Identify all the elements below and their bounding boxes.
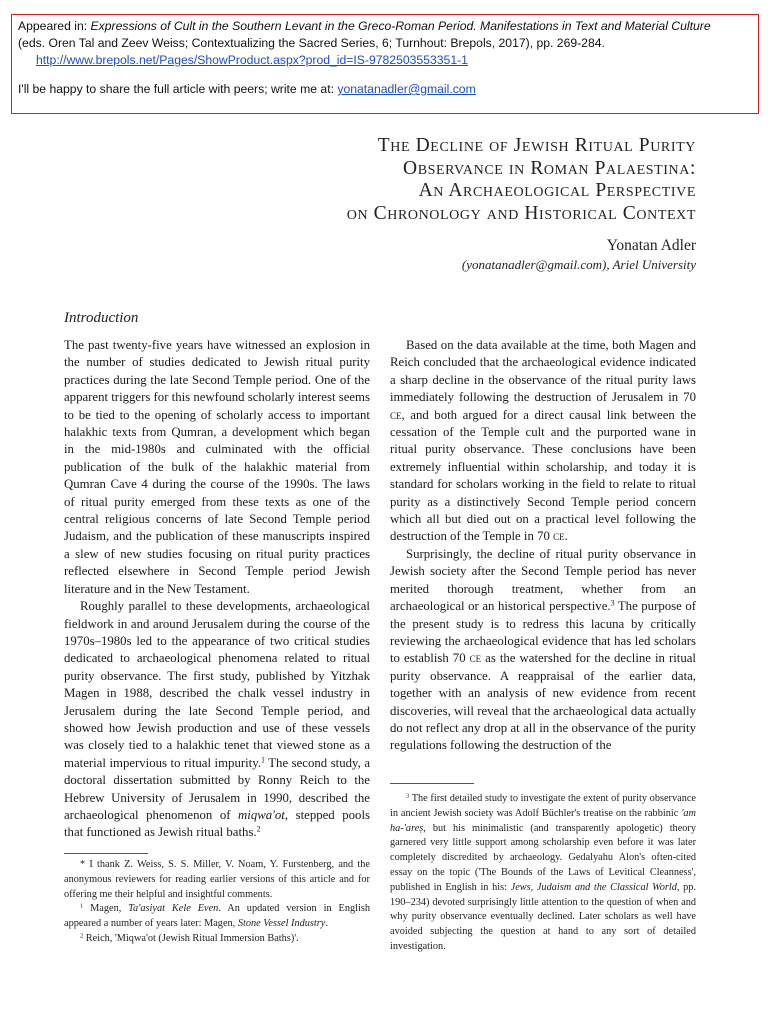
footnote-divider [64, 853, 148, 854]
body-column-left [64, 337, 370, 842]
footnote-ref: 2 [256, 825, 261, 835]
footnote-1: $^1$ Magen, Ta'asiyat Kele Even. An updated version in English appeared a number of years later: Magen, Stone Vessel Industry. [64, 902, 371, 930]
footnote-ref: 3 [610, 598, 615, 608]
citation-notice-box [11, 14, 759, 114]
author-affiliation: (yonatanadler@gmail.com), Ariel University [461, 257, 696, 272]
paragraph: Roughly parallel to these developments, archaeological fieldwork in and around Jerusalem during the course of the 1970s–1980s led to the appearance of two critical studies dedicated to archaeological phenomena related to ritual purity observance. The first study, published by Yitzhak Magen in 1988, described the chalk vessel industry in Jerusalem during the late Second Temple period, and showed how Jewish production and use of these vessels was closely tied to a halakhic tenet that viewed stone as a material impervious to ritual impurity.$^1$ The second study, a doctoral dissertation submitted by Ronny Reich to the Hebrew University of Jerusalem in 1990, described the archaeological phenomenon of miqwa'ot, stepped pools that functioned as Jewish ritual baths.$^2$ [64, 599, 371, 840]
footnote-ref: 1 [260, 755, 265, 765]
paragraph: Surprisingly, the decline of ritual purity observance in Jewish society after the Second Temple period has never merited thorough treatment, whether from an archaeological or an historical perspective.$^3$ The purpose of the present study is to redress this lacuna by critically reviewing the archaeological evidence that has led scholars to establish 70 ce as the watershed for the decline in ritual purity observance. A reappraisal of the earlier data, together with an analysis of new evidence from recent discoveries, will reveal that the archaeological data actually do not reflect any drop at all in the observance of the purity regulations following the destruction of the [390, 546, 696, 753]
footnotes-left [64, 858, 370, 947]
footnotes-right [390, 792, 696, 955]
paragraph: The past twenty-five years have witnessed an explosion in the number of studies dedicated to Jewish ritual purity practices during the late Second Temple period. One of the apparent triggers for this newfound scholarly interest seems to be tied to the opening of scholarly access to important halakhic texts from Qumran, a development which began in the mid-1980s and culminated with the official publication of the bulk of the halakhic material from Qumran Cave 4 during the course of the 1990s. The laws of ritual purity emerged from these texts as one of the central religious concerns of late Second Temple period Judaism, and the publication of these manuscripts inspired a slew of new studies focusing on ritual purity practices reflected elsewhere in Second Temple period Jewish literature and in the New Testament. [64, 338, 370, 596]
share-line: I'll be happy to share the full article with peers; write me at: yonatanadler@gmail.com [18, 82, 476, 96]
footnote-star: * I thank Z. Weiss, S. S. Miller, V. Noam, Y. Furstenberg, and the anonymous reviewers for reading earlier versions of this article and for offering me their helpful and insightful comments. [64, 859, 370, 900]
publication-details: (eds. Oren Tal and Zeev Weiss; Contextualizing the Sacred Series, 6; Turnhout: Brepols, 2017), pp. 269-284. [18, 36, 605, 50]
citation-line: Appeared in: Expressions of Cult in the Southern Levant in the Greco-Roman Period. Manifestations in Text and Material Culture (eds. Oren Tal and Zeev Weiss; Contextualizing the Sacred Series, 6; Turnhout: Brepols, 2017), pp. 269-284. [18, 19, 711, 50]
body-column-right [390, 337, 696, 755]
paragraph: Based on the data available at the time, both Magen and Reich concluded that the archaeological evidence indicated a sharp decline in the observance of the ritual purity laws immediately following the destruction of Jerusalem in 70 ce, and both argued for a direct causal link between the cessation of the Temple cult and the purported wane in ritual purity observance. These conclusions have been extremely influential within scholarship, and today it is standard for scholars working in the field to relate to ritual purity as a distinctively Second Temple period concern which all but died out on a practical level following the destruction of the Temple in 70 ce. [390, 338, 696, 544]
footnote-divider [390, 783, 474, 784]
publisher-link[interactable]: http://www.brepols.net/Pages/ShowProduct.aspx?prod_id=IS-9782503553351-1 [36, 53, 468, 67]
section-heading: Introduction [64, 310, 139, 326]
footnote-2: $^2$ Reich, 'Miqwa'ot (Jewish Ritual Immersion Baths)'. [80, 932, 299, 944]
publication-title: Expressions of Cult in the Southern Levant in the Greco-Roman Period. Manifestations in Text and Material Culture [90, 19, 711, 33]
author-name: Yonatan Adler [606, 237, 696, 254]
footnote-3: $^3$ The first detailed study to investigate the extent of purity observance in ancient Jewish society was Adolf Büchler's treatise on the rabbinic 'am ha-'areṣ, but his minimalistic (and transparently apologetic) theory garnered very little support among scholarship even before it was later completely discredited by archaeology. Gedalyahu Alon's often-cited essay on the topic ('The Bounds of the Laws of Levitical Cleanness', published in English in his: Jews, Judaism and the Classical World, pp. 190–234) devoted surprisingly little attention to the question of when and why purity observance eventually declined. Later scholars as well have avoided subjecting the question at hand to any sort of detailed investigation. [390, 792, 696, 952]
article-title: The Decline of Jewish Ritual Purity Observance in Roman Palaestina: An Archaeological Perspective on Chronology and Historical Context [346, 135, 696, 224]
contact-email-link[interactable]: yonatanadler@gmail.com [337, 82, 476, 96]
